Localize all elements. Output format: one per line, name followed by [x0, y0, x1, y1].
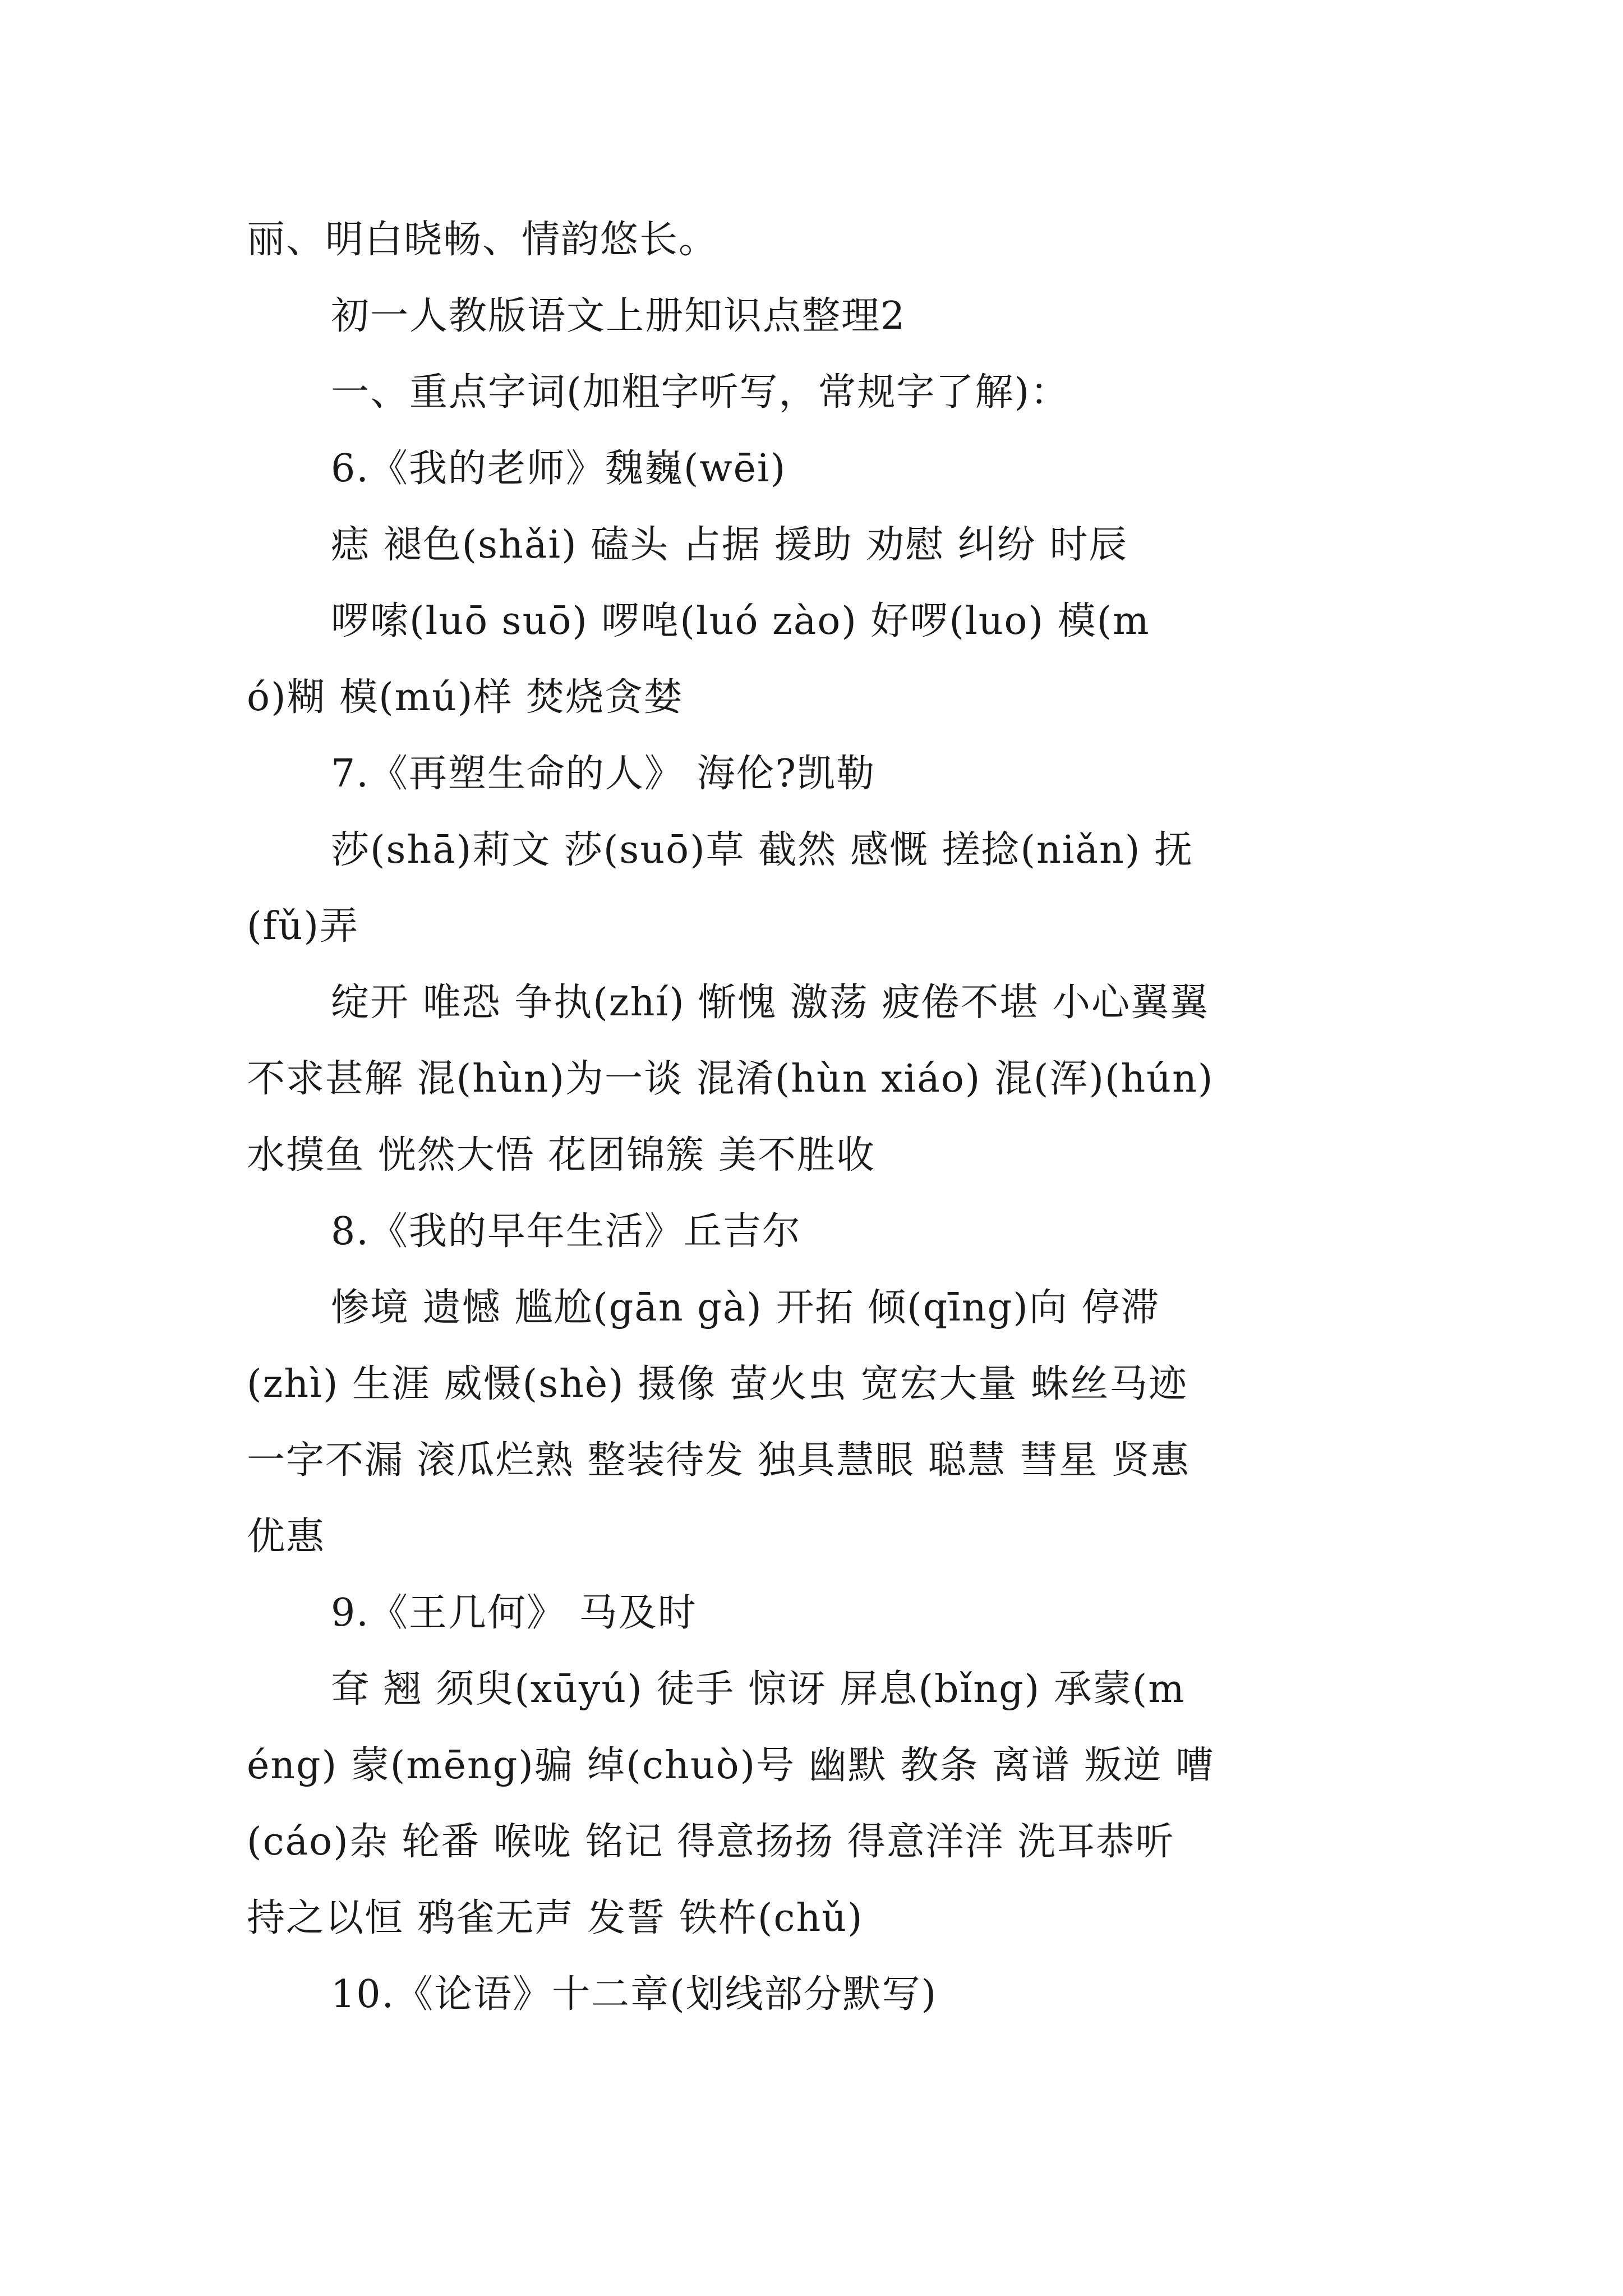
vocab-line: 优惠	[247, 1515, 326, 1559]
lesson-heading-7: 7.《再塑生命的人》 海伦?凯勒	[331, 752, 875, 796]
vocab-line: ó)糊 模(mú)样 焚烧贪婪	[247, 675, 684, 720]
lesson-heading-9: 9.《王几何》 马及时	[331, 1591, 697, 1635]
section-title: 初一人教版语文上册知识点整理2	[331, 294, 906, 338]
vocab-line: 水摸鱼 恍然大悟 花团锦簇 美不胜收	[247, 1133, 875, 1177]
vocab-line: 莎(shā)莉文 莎(suō)草 截然 感慨 搓捻(niǎn) 抚	[331, 828, 1193, 872]
vocab-line: 一字不漏 滚瓜烂熟 整装待发 独具慧眼 聪慧 彗星 贤惠	[247, 1438, 1190, 1483]
lesson-heading-6: 6.《我的老师》魏巍(wēi)	[331, 447, 787, 491]
vocab-line: (zhì) 生涯 威慑(shè) 摄像 萤火虫 宽宏大量 蛛丝马迹	[247, 1362, 1188, 1406]
vocab-line: (fǔ)弄	[247, 904, 359, 949]
lesson-heading-8: 8.《我的早年生活》丘吉尔	[331, 1209, 801, 1254]
vocab-line: 耷 翘 须臾(xūyú) 徒手 惊讶 屏息(bǐng) 承蒙(m	[331, 1667, 1186, 1711]
subsection-heading: 一、重点字词(加粗字听写，常规字了解)：	[331, 370, 1070, 415]
vocab-line: 持之以恒 鸦雀无声 发誓 铁杵(chǔ)	[247, 1896, 864, 1940]
vocab-line: éng) 蒙(mēng)骗 绰(chuò)号 幽默 教条 离谱 叛逆 嘈	[247, 1743, 1215, 1788]
vocab-line: 啰嗦(luō suō) 啰唣(luó zào) 好啰(luo) 模(m	[331, 599, 1150, 643]
vocab-line: 绽开 唯恐 争执(zhí) 惭愧 激荡 疲倦不堪 小心翼翼	[331, 981, 1210, 1025]
text-line: 丽、明白晓畅、情韵悠长。	[247, 218, 718, 262]
vocab-line: 惨境 遗憾 尴尬(gān gà) 开拓 倾(qīng)向 停滞	[331, 1286, 1160, 1330]
vocab-line: (cáo)杂 轮番 喉咙 铭记 得意扬扬 得意洋洋 洗耳恭听	[247, 1820, 1175, 1864]
vocab-line: 不求甚解 混(hùn)为一谈 混淆(hùn xiáo) 混(浑)(hún)	[247, 1057, 1214, 1101]
document-page	[247, 202, 1385, 2033]
vocab-line: 痣 褪色(shǎi) 磕头 占据 援助 劝慰 纠纷 时辰	[331, 523, 1128, 567]
lesson-heading-10: 10.《论语》十二章(划线部分默写)	[331, 1972, 938, 2017]
